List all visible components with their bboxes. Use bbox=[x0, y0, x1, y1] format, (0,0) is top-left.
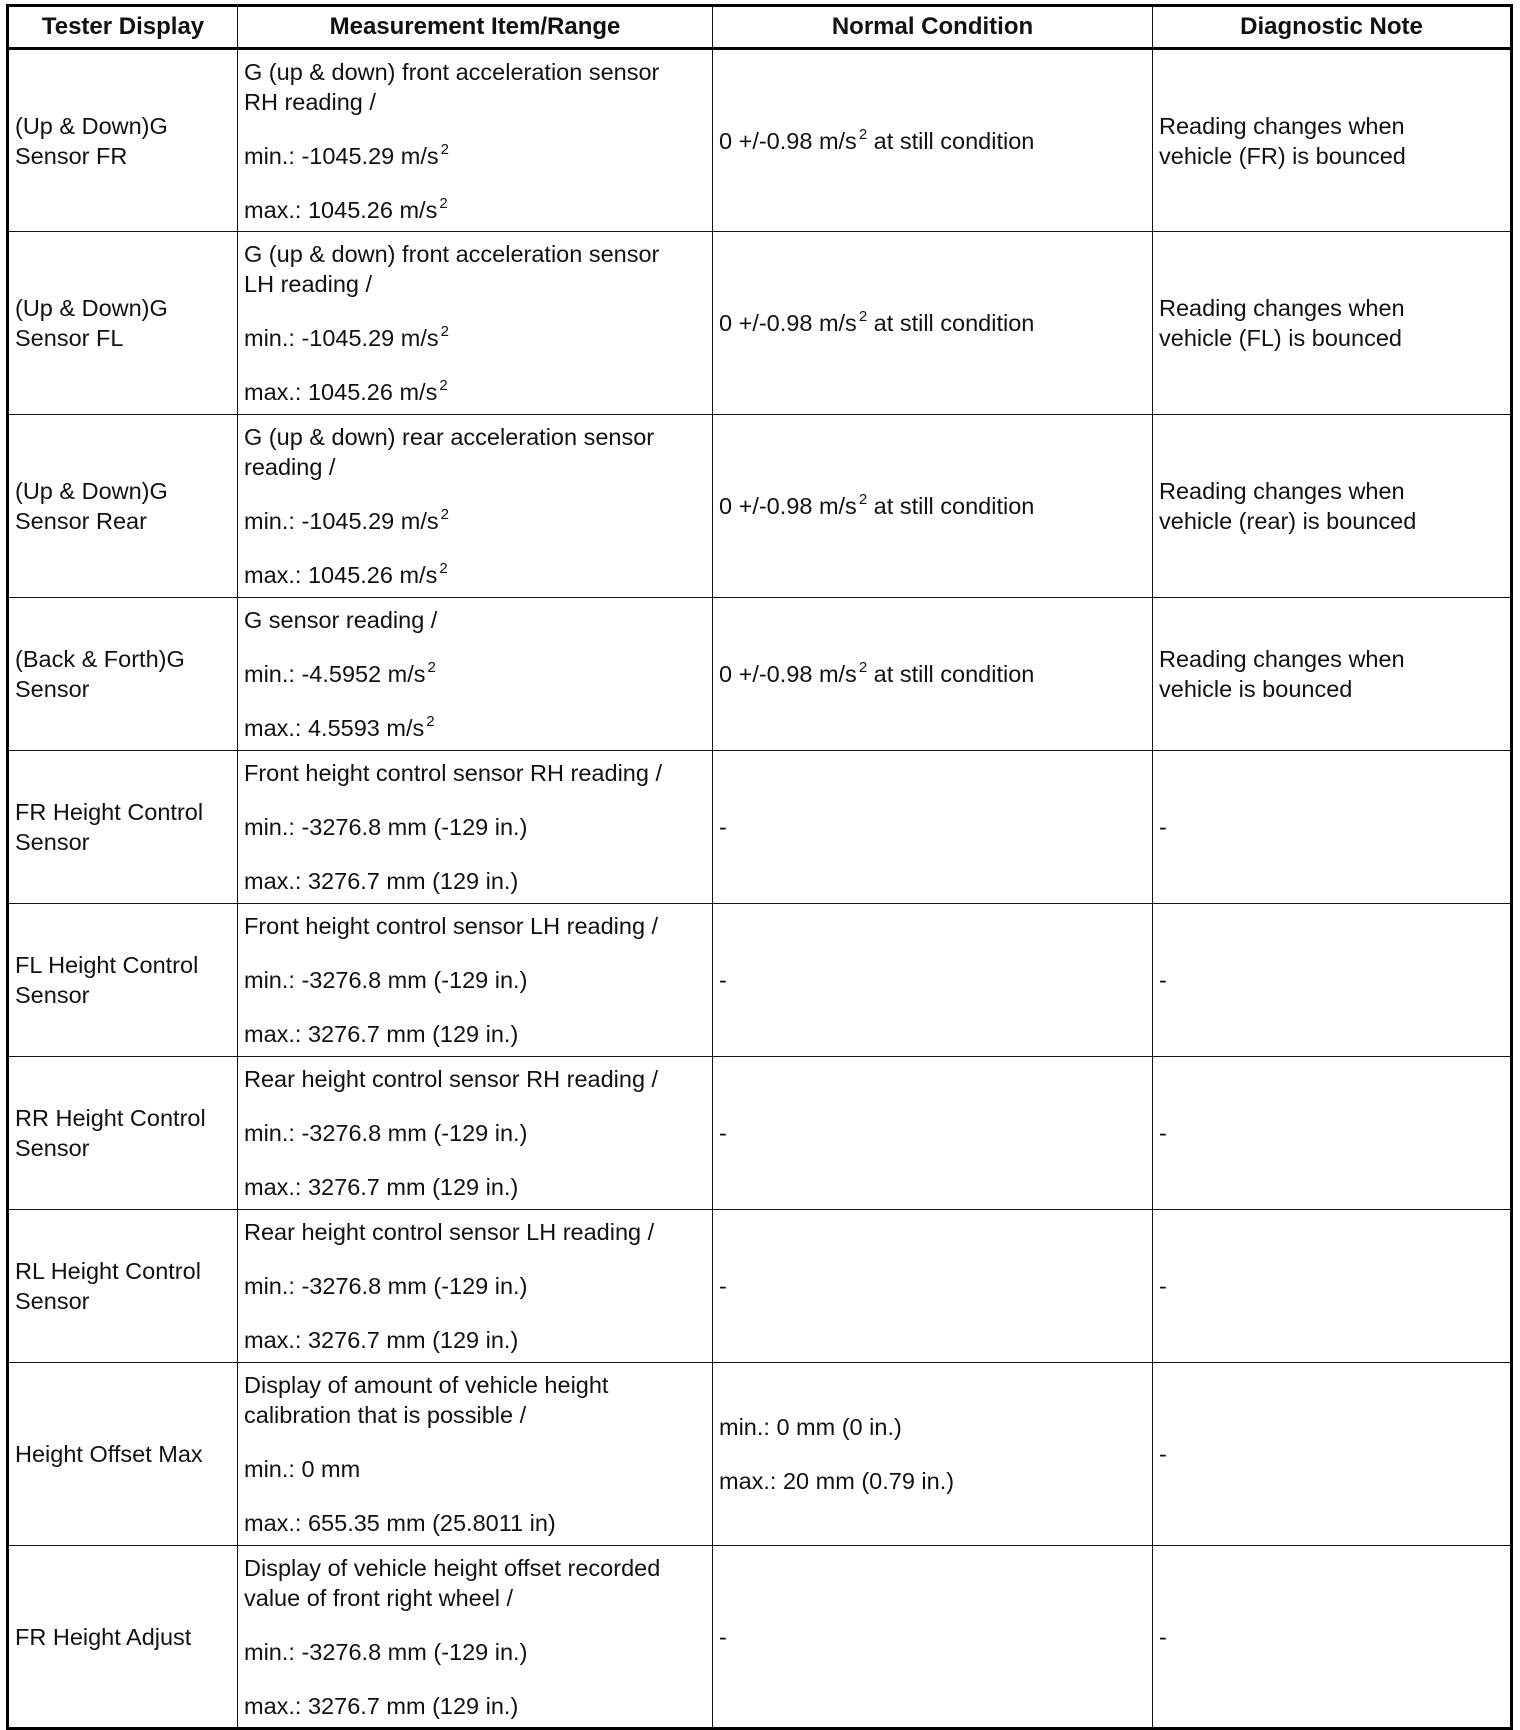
normal-condition-cell bbox=[713, 1057, 1153, 1210]
measurement-range-cell bbox=[238, 49, 713, 232]
cell-line: RH reading / bbox=[244, 88, 376, 115]
header-diagnostic-note: Diagnostic Note bbox=[1153, 6, 1512, 49]
cell-line: - bbox=[1159, 1441, 1167, 1467]
cell-line: - bbox=[719, 1273, 727, 1299]
cell-line: min.: -3276.8 mm (-129 in.) bbox=[244, 814, 528, 840]
cell-line: min.: 0 mm (0 in.) bbox=[719, 1414, 902, 1440]
table-row bbox=[8, 232, 1512, 415]
cell-line: vehicle is bounced bbox=[1159, 676, 1353, 702]
tester-display-cell: (Up & Down)G Sensor Rear bbox=[8, 415, 238, 598]
tester-display-cell: (Back & Forth)G Sensor bbox=[8, 598, 238, 751]
cell-line: min.: -3276.8 mm (-129 in.) bbox=[244, 1273, 528, 1299]
cell-line: reading / bbox=[244, 454, 336, 480]
cell-line: max.: 1045.26 m/s $^2$ bbox=[244, 377, 448, 405]
diagnostic-note-cell bbox=[1153, 904, 1512, 1057]
diagnostic-note-cell bbox=[1153, 232, 1512, 415]
cell-line: 0 +/-0.98 m/s $^2$ at still condition bbox=[719, 659, 1035, 687]
table-row bbox=[8, 49, 1512, 232]
cell-line: - bbox=[1159, 967, 1167, 993]
table-row bbox=[8, 751, 1512, 904]
normal-condition-cell bbox=[713, 1546, 1153, 1729]
tester-display-cell: FL Height Control Sensor bbox=[8, 904, 238, 1057]
tester-display-cell: FR Height Control Sensor bbox=[8, 751, 238, 904]
measurement-range-cell bbox=[238, 232, 713, 415]
cell-line: max.: 655.35 mm (25.8011 in) bbox=[244, 1510, 556, 1536]
cell-line: 0 +/-0.98 m/s $^2$ at still condition bbox=[719, 491, 1035, 519]
cell-line: min.: 0 mm bbox=[244, 1456, 361, 1482]
cell-line: max.: 3276.7 mm (129 in.) bbox=[244, 1692, 519, 1719]
cell-line: - bbox=[719, 1120, 727, 1146]
measurement-range-cell bbox=[238, 598, 713, 751]
cell-line: min.: -1045.29 m/s $^2$ bbox=[244, 140, 449, 169]
cell-line: - bbox=[1159, 1273, 1167, 1299]
tester-display-cell: RL Height Control Sensor bbox=[8, 1210, 238, 1363]
normal-condition-cell bbox=[713, 415, 1153, 598]
table-header-row bbox=[8, 6, 1512, 49]
table-row bbox=[8, 1546, 1512, 1729]
diagnostic-data-table bbox=[6, 4, 1513, 1730]
cell-line: min.: -3276.8 mm (-129 in.) bbox=[244, 1120, 528, 1146]
cell-line: min.: -3276.8 mm (-129 in.) bbox=[244, 1638, 528, 1665]
header-measurement-item: Measurement Item/Range bbox=[238, 6, 713, 49]
table-row bbox=[8, 904, 1512, 1057]
cell-line: max.: 3276.7 mm (129 in.) bbox=[244, 868, 519, 894]
cell-line: max.: 1045.26 m/s $^2$ bbox=[244, 194, 448, 223]
cell-line: vehicle (FR) is bounced bbox=[1159, 142, 1406, 169]
cell-line: - bbox=[1159, 814, 1167, 840]
table-row bbox=[8, 598, 1512, 751]
cell-line: max.: 20 mm (0.79 in.) bbox=[719, 1468, 955, 1494]
cell-line: calibration that is possible / bbox=[244, 1402, 527, 1428]
cell-line: LH reading / bbox=[244, 271, 373, 297]
cell-line: - bbox=[719, 967, 727, 993]
cell-line: min.: -1045.29 m/s $^2$ bbox=[244, 323, 449, 351]
measurement-range-cell bbox=[238, 1363, 713, 1546]
cell-line: min.: -3276.8 mm (-129 in.) bbox=[244, 967, 528, 993]
cell-line: Front height control sensor LH reading / bbox=[244, 913, 659, 939]
tester-display-cell: RR Height Control Sensor bbox=[8, 1057, 238, 1210]
tester-display-cell: (Up & Down)G Sensor FL bbox=[8, 232, 238, 415]
measurement-range-cell bbox=[238, 1210, 713, 1363]
measurement-range-cell bbox=[238, 415, 713, 598]
cell-line: Display of vehicle height offset recorded bbox=[244, 1554, 661, 1581]
cell-line: value of front right wheel / bbox=[244, 1584, 514, 1611]
cell-line: Display of amount of vehicle height bbox=[244, 1372, 609, 1398]
cell-line: Rear height control sensor LH reading / bbox=[244, 1219, 655, 1245]
normal-condition-cell bbox=[713, 49, 1153, 232]
cell-line: - bbox=[719, 1623, 727, 1650]
cell-line: vehicle (FL) is bounced bbox=[1159, 325, 1402, 351]
cell-line: Reading changes when bbox=[1159, 478, 1405, 504]
cell-line: 0 +/-0.98 m/s $^2$ at still condition bbox=[719, 125, 1035, 154]
cell-line: Front height control sensor RH reading / bbox=[244, 760, 662, 786]
table-row bbox=[8, 1210, 1512, 1363]
cell-line: vehicle (rear) is bounced bbox=[1159, 508, 1417, 534]
normal-condition-cell bbox=[713, 904, 1153, 1057]
normal-condition-cell bbox=[713, 232, 1153, 415]
normal-condition-cell bbox=[713, 1210, 1153, 1363]
diagnostic-note-cell bbox=[1153, 598, 1512, 751]
normal-condition-cell bbox=[713, 751, 1153, 904]
cell-line: G (up & down) front acceleration sensor bbox=[244, 58, 660, 85]
diagnostic-note-cell bbox=[1153, 1546, 1512, 1729]
cell-line: Reading changes when bbox=[1159, 295, 1405, 321]
table-body bbox=[8, 49, 1512, 1729]
measurement-range-cell bbox=[238, 904, 713, 1057]
cell-line: - bbox=[719, 814, 727, 840]
cell-line: 0 +/-0.98 m/s $^2$ at still condition bbox=[719, 308, 1035, 336]
measurement-range-cell bbox=[238, 751, 713, 904]
diagnostic-note-cell bbox=[1153, 751, 1512, 904]
diagnostic-note-cell bbox=[1153, 49, 1512, 232]
cell-line: max.: 3276.7 mm (129 in.) bbox=[244, 1327, 519, 1353]
cell-line: max.: 4.5593 m/s $^2$ bbox=[244, 713, 435, 741]
table-row bbox=[8, 1363, 1512, 1546]
cell-line: max.: 3276.7 mm (129 in.) bbox=[244, 1021, 519, 1047]
cell-line: G sensor reading / bbox=[244, 607, 438, 633]
cell-line: G (up & down) front acceleration sensor bbox=[244, 241, 660, 267]
cell-line: max.: 1045.26 m/s $^2$ bbox=[244, 560, 448, 588]
diagnostic-note-cell bbox=[1153, 415, 1512, 598]
measurement-range-cell bbox=[238, 1057, 713, 1210]
normal-condition-cell bbox=[713, 598, 1153, 751]
diagnostic-note-cell bbox=[1153, 1210, 1512, 1363]
header-normal-condition: Normal Condition bbox=[713, 6, 1153, 49]
diagnostic-note-cell bbox=[1153, 1363, 1512, 1546]
cell-line: - bbox=[1159, 1120, 1167, 1146]
normal-condition-cell bbox=[713, 1363, 1153, 1546]
cell-line: G (up & down) rear acceleration sensor bbox=[244, 424, 655, 450]
cell-line: Reading changes when bbox=[1159, 112, 1405, 139]
header-tester-display: Tester Display bbox=[8, 6, 238, 49]
cell-line: min.: -1045.29 m/s $^2$ bbox=[244, 506, 449, 534]
cell-line: Reading changes when bbox=[1159, 646, 1405, 672]
cell-line: min.: -4.5952 m/s $^2$ bbox=[244, 659, 436, 687]
tester-display-cell: FR Height Adjust bbox=[8, 1546, 238, 1729]
cell-line: - bbox=[1159, 1623, 1167, 1650]
tester-display-cell: (Up & Down)G Sensor FR bbox=[8, 49, 238, 232]
table-row bbox=[8, 415, 1512, 598]
cell-line: Rear height control sensor RH reading / bbox=[244, 1066, 659, 1092]
cell-line: max.: 3276.7 mm (129 in.) bbox=[244, 1174, 519, 1200]
tester-display-cell: Height Offset Max bbox=[8, 1363, 238, 1546]
measurement-range-cell bbox=[238, 1546, 713, 1729]
diagnostic-note-cell bbox=[1153, 1057, 1512, 1210]
table-row bbox=[8, 1057, 1512, 1210]
